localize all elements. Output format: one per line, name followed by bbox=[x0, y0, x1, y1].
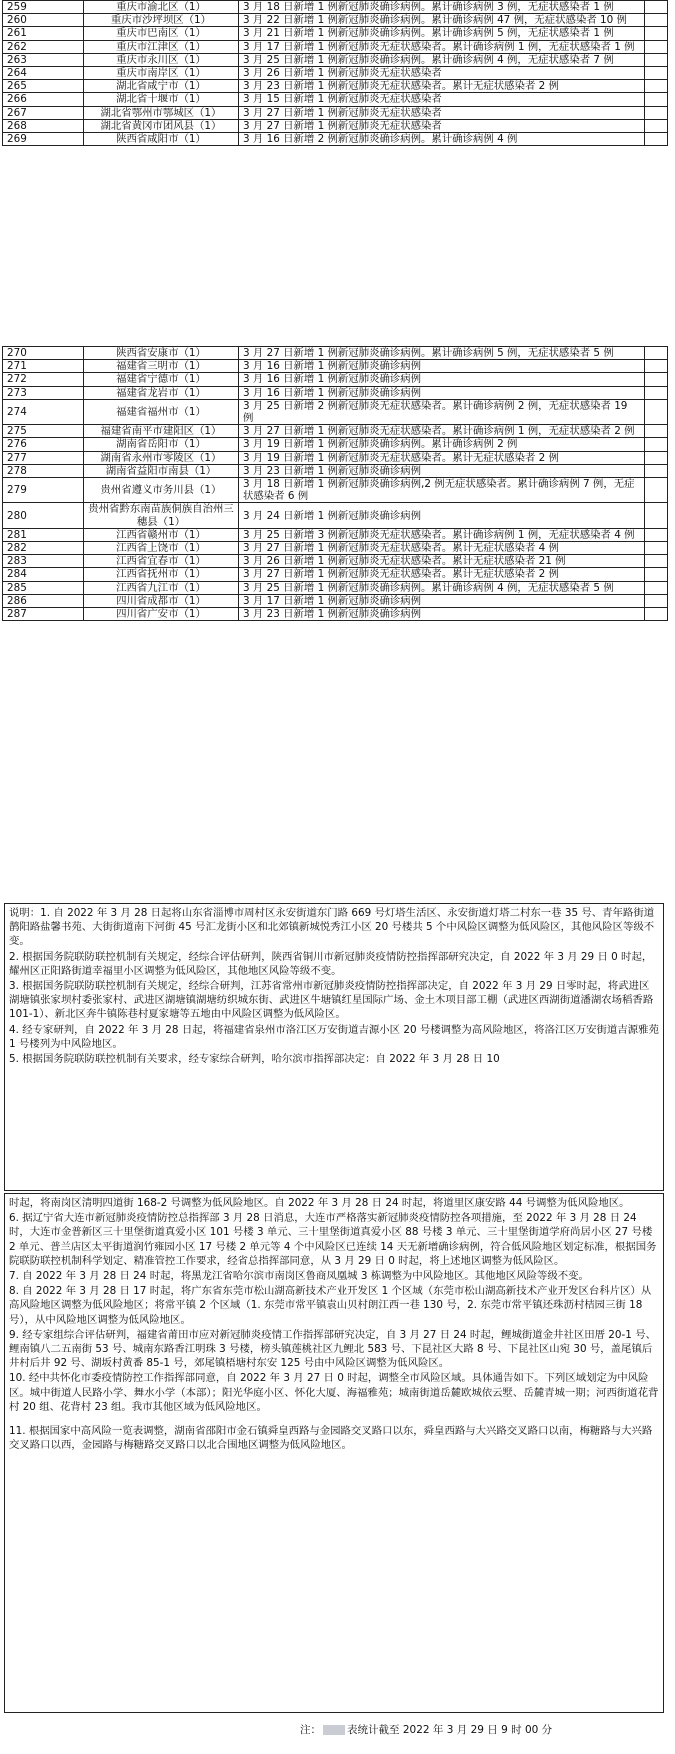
row-region: 湖北省黄冈市团风县（1） bbox=[84, 119, 239, 132]
row-detail: 3 月 27 日新增 1 例新冠肺炎无症状感染者 bbox=[239, 119, 645, 132]
row-trailing-cell bbox=[645, 106, 668, 119]
table-row bbox=[3, 133, 668, 146]
row-trailing-cell bbox=[645, 451, 668, 464]
row-detail: 3 月 26 日新增 1 例新冠肺炎无症状感染者。累计无症状感染者 21 例 bbox=[239, 555, 645, 568]
table-row bbox=[3, 93, 668, 106]
row-region: 贵州省黔东南苗族侗族自治州三穗县（1） bbox=[84, 503, 239, 528]
table-row bbox=[3, 40, 668, 53]
row-detail: 3 月 22 日新增 1 例新冠肺炎确诊病例。累计确诊病例 47 例，无症状感染者 10 例 bbox=[239, 14, 645, 27]
row-trailing-cell bbox=[645, 464, 668, 477]
row-number: 283 bbox=[3, 555, 84, 568]
row-region: 湖北省十堰市（1） bbox=[84, 93, 239, 106]
row-number: 286 bbox=[3, 594, 84, 607]
table-row bbox=[3, 542, 668, 555]
row-detail: 3 月 27 日新增 1 例新冠肺炎无症状感染者。累计无症状感染者 4 例 bbox=[239, 542, 645, 555]
row-number: 263 bbox=[3, 53, 84, 66]
row-detail: 3 月 25 日新增 1 例新冠肺炎确诊病例。累计确诊病例 4 例，无症状感染者 7 例 bbox=[239, 53, 645, 66]
risk-area-table-part-1 bbox=[2, 0, 668, 146]
row-detail: 3 月 18 日新增 1 例新冠肺炎确诊病例,2 例无症状感染者。累计确诊病例 7 例，无症状感染者 6 例 bbox=[239, 478, 645, 503]
row-number: 273 bbox=[3, 386, 84, 399]
row-trailing-cell bbox=[645, 360, 668, 373]
row-region: 陕西省咸阳市（1） bbox=[84, 133, 239, 146]
footnote-prefix: 注： bbox=[300, 1724, 321, 1736]
row-detail: 3 月 25 日新增 1 例新冠肺炎确诊病例。累计确诊病例 4 例，无症状感染者 5 例 bbox=[239, 581, 645, 594]
row-number: 266 bbox=[3, 93, 84, 106]
note-paragraph: 9. 经专家组综合评估研判，福建省莆田市应对新冠肺炎疫情工作指挥部研究决定，自 3 月 27 日 24 时起，鲤城街道金井社区田厝 20-1 号、鲤南镇八二五南街 53 号、城南东路香江明珠 3 号楼，榜头镇莲桃社区九鲤北 583 号、下昆社区大路 8 号、下昆社区山宛 30 号，盖尾镇后井村后井 92 号、湖坂村黄番 85-1 号，郊尾镇梧塘村东安 125 号由中风险区调整为低风险区。 bbox=[9, 1328, 656, 1370]
row-detail: 3 月 23 日新增 1 例新冠肺炎无症状感染者。累计无症状感染者 2 例 bbox=[239, 80, 645, 93]
row-detail: 3 月 16 日新增 1 例新冠肺炎确诊病例 bbox=[239, 386, 645, 399]
row-trailing-cell bbox=[645, 373, 668, 386]
row-number: 264 bbox=[3, 67, 84, 80]
row-trailing-cell bbox=[645, 594, 668, 607]
row-detail: 3 月 23 日新增 1 例新冠肺炎确诊病例 bbox=[239, 608, 645, 621]
row-region: 江西省抚州市（1） bbox=[84, 568, 239, 581]
note-paragraph: 5. 根据国务院联防联控机制有关要求，经专家综合研判，哈尔滨市指挥部决定：自 2022 年 3 月 28 日 10 bbox=[9, 1053, 500, 1066]
redaction-mark bbox=[323, 1725, 345, 1735]
row-detail: 3 月 19 日新增 1 例新冠肺炎无症状感染者。累计无症状感染者 2 例 bbox=[239, 451, 645, 464]
notes-block-2 bbox=[4, 1193, 664, 1713]
row-region: 江西省赣州市（1） bbox=[84, 528, 239, 541]
row-detail: 3 月 17 日新增 1 例新冠肺炎无症状感染者。累计确诊病例 1 例，无症状感染者 1 例 bbox=[239, 40, 645, 53]
row-number: 265 bbox=[3, 80, 84, 93]
row-number: 274 bbox=[3, 399, 84, 424]
note-paragraph: 3. 根据国务院联防联控机制有关规定，经综合研判，江苏省常州市新冠肺炎疫情防控指挥部决定，自 2022 年 3 月 29 日零时起，将武进区湖塘镇张家坝村委张家村、武进区湖塘镇湖塘纺织城东街、武进区牛塘镇红星国际广场、金土木项目部工棚（武进区西湖街道潘湖农场稻香路 101-1）、新北区奔牛镇陈巷村夏家塘等五地由中风险区调整为低风险区。 bbox=[9, 980, 654, 1021]
notes-block-1 bbox=[4, 903, 664, 1191]
footnote-text: 表统计截至 2022 年 3 月 29 日 9 时 00 分 bbox=[347, 1724, 553, 1736]
table-row bbox=[3, 53, 668, 66]
row-trailing-cell bbox=[645, 555, 668, 568]
table-row bbox=[3, 14, 668, 27]
row-region: 四川省成都市（1） bbox=[84, 594, 239, 607]
row-detail: 3 月 24 日新增 1 例新冠肺炎确诊病例 bbox=[239, 503, 645, 528]
row-number: 278 bbox=[3, 464, 84, 477]
note-paragraph: 6. 据辽宁省大连市新冠肺炎疫情防控总指挥部 3 月 28 日消息，大连市严格落实新冠肺炎疫情防控各项措施，至 2022 年 3 月 28 日 24 时，大连市金普新区三十里堡街道真爱小区 101 号楼 3 单元、三十里堡街道真爱小区 88 号楼 3 单元、三十里堡街道学府尚居小区 27 号楼 2 单元、普兰店区太平街道润竹雍园小区 17 号楼 2 单元等 4 个中风险区已连续 14 天无新增确诊病例，符合低风险地区划定标准，根据国务院联防联控机制科学划定、精准管控工作要求，经省总指挥部同意，从 3 月 29 日 0 时起，将上述地区调整为低风险区。 bbox=[9, 1212, 657, 1267]
row-region: 重庆市渝北区（1） bbox=[84, 1, 239, 14]
row-region: 湖南省永州市零陵区（1） bbox=[84, 451, 239, 464]
table-row bbox=[3, 119, 668, 132]
row-region: 重庆市江津区（1） bbox=[84, 40, 239, 53]
row-region: 重庆市永川区（1） bbox=[84, 53, 239, 66]
row-trailing-cell bbox=[645, 608, 668, 621]
row-region: 福建省南平市建阳区（1） bbox=[84, 425, 239, 438]
row-region: 湖北省咸宁市（1） bbox=[84, 80, 239, 93]
row-number: 268 bbox=[3, 119, 84, 132]
row-trailing-cell bbox=[645, 528, 668, 541]
row-number: 275 bbox=[3, 425, 84, 438]
row-detail: 3 月 25 日新增 3 例新冠肺炎无症状感染者。累计确诊病例 1 例，无症状感染者 4 例 bbox=[239, 528, 645, 541]
row-region: 江西省宜春市（1） bbox=[84, 555, 239, 568]
note-paragraph: 说明：1. 自 2022 年 3 月 28 日起将山东省淄博市周村区永安街道东门路 669 号灯塔生活区、永安街道灯塔二村东一巷 35 号、青年路街道鹊阳路盐馨书苑、大街街道南下河街 45 号汇龙街小区和北郊镇新城悦秀江小区 20 号楼共 5 个中风险区调整为低风险区，其他风险区等级不变。 bbox=[9, 907, 655, 948]
row-number: 261 bbox=[3, 27, 84, 40]
row-detail: 3 月 26 日新增 1 例新冠肺炎无症状感染者 bbox=[239, 67, 645, 80]
row-detail: 3 月 17 日新增 1 例新冠肺炎确诊病例 bbox=[239, 594, 645, 607]
row-number: 262 bbox=[3, 40, 84, 53]
row-number: 277 bbox=[3, 451, 84, 464]
row-trailing-cell bbox=[645, 119, 668, 132]
row-region: 江西省九江市（1） bbox=[84, 581, 239, 594]
table-row bbox=[3, 360, 668, 373]
row-detail: 3 月 27 日新增 1 例新冠肺炎无症状感染者。累计无症状感染者 2 例 bbox=[239, 568, 645, 581]
note-paragraph: 2. 根据国务院联防联控机制有关规定，经综合评估研判，陕西省铜川市新冠肺炎疫情防控指挥部研究决定，自 2022 年 3 月 29 日 0 时起，耀州区正阳路街道幸福里小区调整为低风险区，其他地区风险等级不变。 bbox=[9, 950, 653, 977]
row-trailing-cell bbox=[645, 93, 668, 106]
row-number: 267 bbox=[3, 106, 84, 119]
row-detail: 3 月 19 日新增 1 例新冠肺炎确诊病例。累计确诊病例 2 例 bbox=[239, 438, 645, 451]
table-row bbox=[3, 581, 668, 594]
table-row bbox=[3, 80, 668, 93]
row-number: 279 bbox=[3, 478, 84, 503]
risk-area-table-part-2 bbox=[2, 346, 668, 621]
row-detail: 3 月 15 日新增 1 例新冠肺炎无症状感染者 bbox=[239, 93, 645, 106]
row-number: 271 bbox=[3, 360, 84, 373]
row-region: 湖北省鄂州市鄂城区（1） bbox=[84, 106, 239, 119]
row-detail: 3 月 25 日新增 2 例新冠肺炎无症状感染者。累计确诊病例 2 例，无症状感染者 19 例 bbox=[239, 399, 645, 424]
table-row bbox=[3, 438, 668, 451]
row-number: 276 bbox=[3, 438, 84, 451]
row-number: 259 bbox=[3, 1, 84, 14]
row-trailing-cell bbox=[645, 425, 668, 438]
row-region: 重庆市南岸区（1） bbox=[84, 67, 239, 80]
row-number: 284 bbox=[3, 568, 84, 581]
row-trailing-cell bbox=[645, 1, 668, 14]
row-region: 福建省宁德市（1） bbox=[84, 373, 239, 386]
table-row bbox=[3, 67, 668, 80]
row-number: 282 bbox=[3, 542, 84, 555]
table-row bbox=[3, 555, 668, 568]
row-detail: 3 月 16 日新增 2 例新冠肺炎确诊病例。累计确诊病例 4 例 bbox=[239, 133, 645, 146]
row-number: 280 bbox=[3, 503, 84, 528]
row-detail: 3 月 23 日新增 1 例新冠肺炎确诊病例 bbox=[239, 464, 645, 477]
note-paragraph: 4. 经专家研判，自 2022 年 3 月 28 日起，将福建省泉州市洛江区万安街道吉源小区 20 号楼调整为高风险地区，将洛江区万安街道吉源雅苑 1 号楼列为中风险地区。 bbox=[9, 1023, 659, 1050]
table-row bbox=[3, 528, 668, 541]
row-trailing-cell bbox=[645, 40, 668, 53]
row-detail: 3 月 16 日新增 1 例新冠肺炎确诊病例 bbox=[239, 373, 645, 386]
row-region: 重庆市沙坪坝区（1） bbox=[84, 14, 239, 27]
row-number: 260 bbox=[3, 14, 84, 27]
row-number: 269 bbox=[3, 133, 84, 146]
table-row bbox=[3, 464, 668, 477]
table-row bbox=[3, 425, 668, 438]
note-paragraph: 10. 经中共怀化市委疫情防控工作指挥部同意，自 2022 年 3 月 27 日 0 时起，调整全市风险区域。具体通告如下。下列区域划定为中风险区。城中街道人民路小学、舞水小学（本部）；阳光华庭小区、怀化大厦、海福雅苑；城南街道岳麓欧城依云墅、岳麓青城一期；河西街道花背村 20 组、花背村 23 组。我市其他区域为低风险地区。 bbox=[9, 1372, 659, 1413]
row-trailing-cell bbox=[645, 347, 668, 360]
row-trailing-cell bbox=[645, 27, 668, 40]
table-row bbox=[3, 478, 668, 503]
table-row bbox=[3, 594, 668, 607]
row-detail: 3 月 27 日新增 1 例新冠肺炎确诊病例。累计确诊病例 5 例，无症状感染者 5 例 bbox=[239, 347, 645, 360]
row-region: 四川省广安市（1） bbox=[84, 608, 239, 621]
row-detail: 3 月 21 日新增 1 例新冠肺炎确诊病例。累计确诊病例 5 例，无症状感染者 1 例 bbox=[239, 27, 645, 40]
table-row bbox=[3, 106, 668, 119]
table-row bbox=[3, 503, 668, 528]
row-region: 陕西省安康市（1） bbox=[84, 347, 239, 360]
row-trailing-cell bbox=[645, 542, 668, 555]
table-row bbox=[3, 27, 668, 40]
row-region: 湖南省益阳市南县（1） bbox=[84, 464, 239, 477]
row-trailing-cell bbox=[645, 53, 668, 66]
row-detail: 3 月 16 日新增 1 例新冠肺炎确诊病例 bbox=[239, 360, 645, 373]
row-number: 270 bbox=[3, 347, 84, 360]
row-trailing-cell bbox=[645, 503, 668, 528]
row-trailing-cell bbox=[645, 386, 668, 399]
row-detail: 3 月 18 日新增 1 例新冠肺炎确诊病例。累计确诊病例 3 例，无症状感染者 1 例 bbox=[239, 1, 645, 14]
row-region: 江西省上饶市（1） bbox=[84, 542, 239, 555]
row-region: 福建省福州市（1） bbox=[84, 399, 239, 424]
note-paragraph: 8. 自 2022 年 3 月 28 日 17 时起，将广东省东莞市松山湖高新技术产业开发区 1 个区域（东莞市松山湖高新技术产业开发区台科片区）从高风险地区调整为低风险地区；将常平镇 2 个区域（1. 东莞市常平镇袁山贝村朗江西一巷 130 号，2. 东莞市常平镇还珠沥村桔园三街 18 号），从中风险地区调整为低风险地区。 bbox=[9, 1285, 652, 1326]
table-row bbox=[3, 347, 668, 360]
row-region: 福建省龙岩市（1） bbox=[84, 386, 239, 399]
row-region: 贵州省遵义市务川县（1） bbox=[84, 478, 239, 503]
row-region: 重庆市巴南区（1） bbox=[84, 27, 239, 40]
note-paragraph: 7. 自 2022 年 3 月 28 日 24 时起，将黑龙江省哈尔滨市南岗区鲁商凤凰城 3 栋调整为中风险地区。其他地区风险等级不变。 bbox=[9, 1270, 589, 1283]
row-region: 福建省三明市（1） bbox=[84, 360, 239, 373]
row-trailing-cell bbox=[645, 14, 668, 27]
row-detail: 3 月 27 日新增 1 例新冠肺炎无症状感染者。累计确诊病例 1 例，无症状感染者 2 例 bbox=[239, 425, 645, 438]
table-row bbox=[3, 1, 668, 14]
row-region: 湖南省岳阳市（1） bbox=[84, 438, 239, 451]
table-row bbox=[3, 399, 668, 424]
row-trailing-cell bbox=[645, 133, 668, 146]
row-number: 272 bbox=[3, 373, 84, 386]
row-trailing-cell bbox=[645, 438, 668, 451]
table-row bbox=[3, 451, 668, 464]
row-number: 287 bbox=[3, 608, 84, 621]
row-trailing-cell bbox=[645, 399, 668, 424]
row-number: 281 bbox=[3, 528, 84, 541]
row-trailing-cell bbox=[645, 568, 668, 581]
row-detail: 3 月 27 日新增 1 例新冠肺炎无症状感染者 bbox=[239, 106, 645, 119]
row-number: 285 bbox=[3, 581, 84, 594]
note-paragraph: 时起，将南岗区清明四道街 168-2 号调整为低风险地区。自 2022 年 3 月 28 日 24 时起，将道里区康安路 44 号调整为低风险地区。 bbox=[9, 1197, 630, 1209]
row-trailing-cell bbox=[645, 478, 668, 503]
table-row bbox=[3, 568, 668, 581]
table-row bbox=[3, 373, 668, 386]
table-row bbox=[3, 386, 668, 399]
row-trailing-cell bbox=[645, 80, 668, 93]
table-row bbox=[3, 608, 668, 621]
statistics-footnote bbox=[300, 1722, 552, 1737]
note-paragraph: 11. 根据国家中高风险一览表调整，湖南省邵阳市金石镇舜皇西路与金园路交叉路口以东，舜皇西路与大兴路交叉路口以南，梅糖路与大兴路交叉路口以西，金园路与梅糖路交叉路口以北合围地区调整为低风险地区。 bbox=[9, 1425, 653, 1452]
row-trailing-cell bbox=[645, 67, 668, 80]
row-trailing-cell bbox=[645, 581, 668, 594]
